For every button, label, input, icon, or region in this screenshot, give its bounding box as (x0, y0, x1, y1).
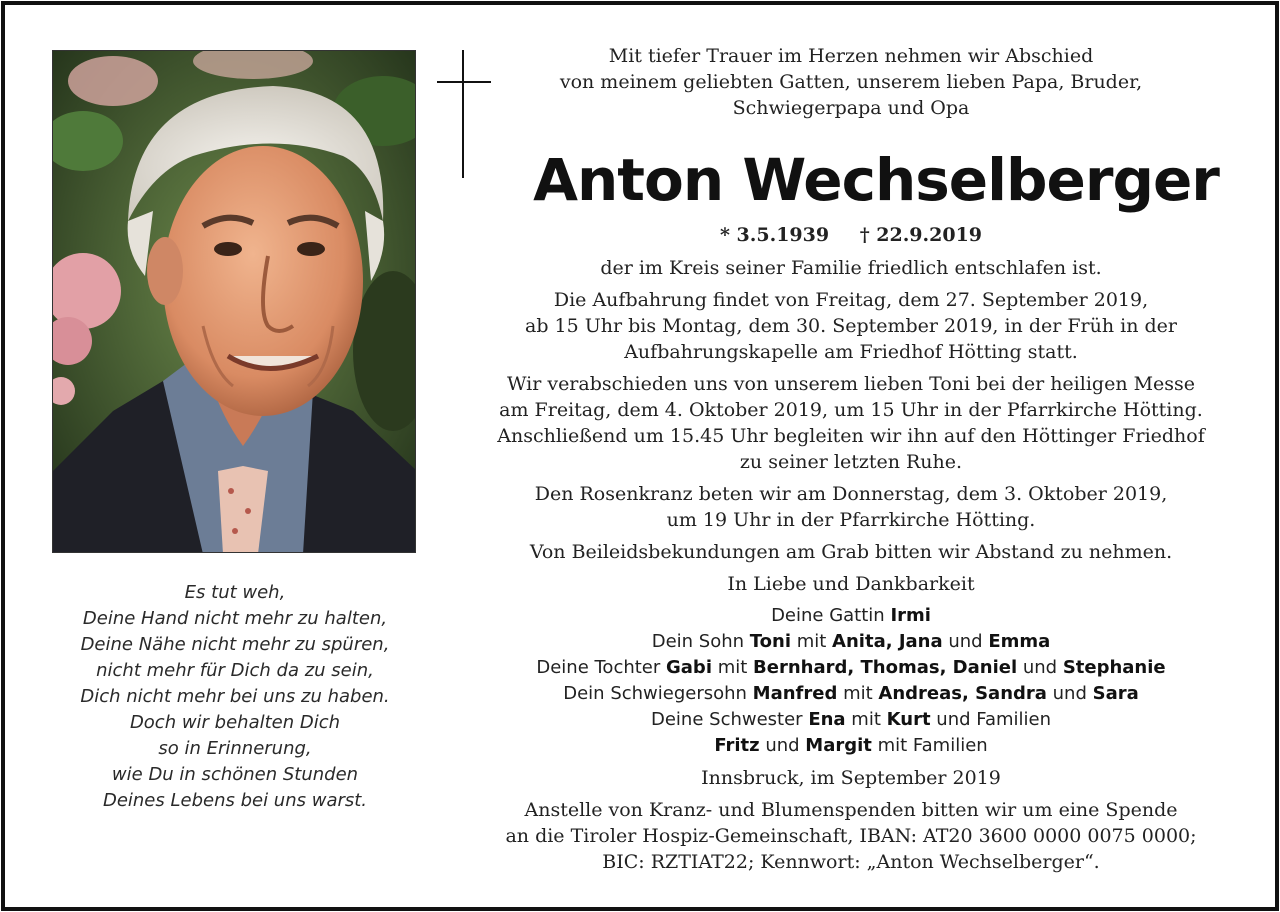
intro-line: Schwiegerpapa und Opa (732, 97, 970, 119)
family-daughter: Deine Tochter Gabi mit Bernhard, Thomas, Daniel und Stephanie (536, 657, 1166, 678)
passed-line: der im Kreis seiner Familie friedlich entschlafen ist. (600, 257, 1102, 279)
viewing-line: Aufbahrungskapelle am Friedhof Hötting statt. (624, 341, 1078, 363)
poem-line: wie Du in schönen Stunden (111, 764, 359, 785)
birth-date: * 3.5.1939 (719, 224, 830, 246)
family-others: Fritz und Margit mit Familien (714, 735, 988, 756)
poem (35, 580, 435, 814)
deceased-name: Anton Wechselberger (533, 146, 1219, 214)
portrait-photo (52, 50, 416, 553)
mass-line: zu seiner letzten Ruhe. (739, 451, 963, 473)
condolences-line: Von Beileidsbekundungen am Grab bitten wir Abstand zu nehmen. (529, 541, 1173, 563)
death-date: † 22.9.2019 (859, 224, 983, 246)
poem-line: Deine Hand nicht mehr zu halten, (82, 608, 388, 629)
intro-line: Mit tiefer Trauer im Herzen nehmen wir Abschied (608, 45, 1094, 67)
poem-line: Deine Nähe nicht mehr zu spüren, (80, 634, 390, 655)
poem-line: so in Erinnerung, (158, 738, 312, 759)
viewing-line: Die Aufbahrung findet von Freitag, dem 27. September 2019, (553, 289, 1149, 311)
intro-line: von meinem geliebten Gatten, unserem lieben Papa, Bruder, (559, 71, 1143, 93)
family-son-in-law: Dein Schwiegersohn Manfred mit Andreas, Sandra und Sara (563, 683, 1139, 704)
poem-line: Dich nicht mehr bei uns zu haben. (80, 686, 390, 707)
donation-line: an die Tiroler Hospiz-Gemeinschaft, IBAN: AT20 3600 0000 0075 0000; (505, 825, 1197, 847)
donation-line: BIC: RZTIAT22; Kennwort: „Anton Wechselberger“. (602, 851, 1100, 873)
notice-text (445, 43, 1257, 875)
rosary-line: Den Rosenkranz beten wir am Donnerstag, dem 3. Oktober 2019, (534, 483, 1168, 505)
family-son: Dein Sohn Toni mit Anita, Jana und Emma (651, 631, 1051, 652)
obituary-card (1, 1, 1279, 911)
love-line: In Liebe und Dankbarkeit (727, 573, 975, 595)
rosary-line: um 19 Uhr in der Pfarrkirche Hötting. (666, 509, 1036, 531)
poem-line: Doch wir behalten Dich (129, 712, 341, 733)
mass-line: Wir verabschieden uns von unserem lieben Toni bei der heiligen Messe (506, 373, 1196, 395)
donation-line: Anstelle von Kranz- und Blumenspenden bitten wir um eine Spende (524, 799, 1178, 821)
life-dates (445, 221, 1257, 249)
viewing-line: ab 15 Uhr bis Montag, dem 30. September 2019, in der Früh in der (525, 315, 1177, 337)
poem-line: Es tut weh, (184, 582, 286, 603)
poem-line: Deines Lebens bei uns warst. (102, 790, 368, 811)
mass-line: Anschließend um 15.45 Uhr begleiten wir ihn auf den Höttinger Friedhof (497, 425, 1205, 447)
poem-line: nicht mehr für Dich da zu sein, (96, 660, 374, 681)
family-sister: Deine Schwester Ena mit Kurt und Familien (651, 709, 1051, 730)
mass-line: am Freitag, dem 4. Oktober 2019, um 15 Uhr in der Pfarrkirche Hötting. (499, 399, 1203, 421)
place-date: Innsbruck, im September 2019 (701, 767, 1001, 789)
family-wife: Deine Gattin Irmi (771, 605, 931, 626)
